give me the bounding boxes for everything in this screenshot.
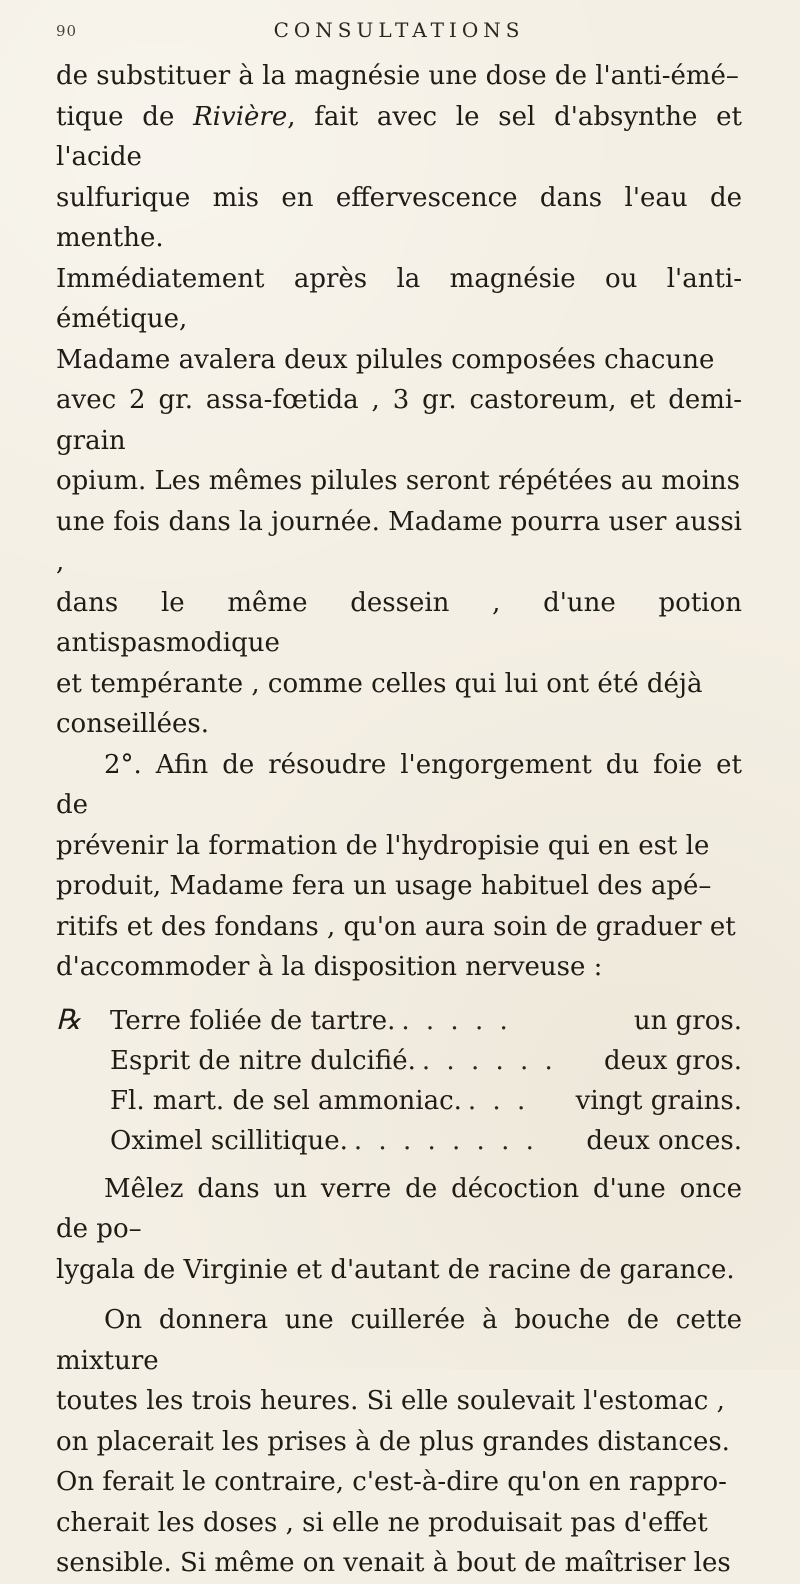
ingredient-amount: deux onces. (586, 1125, 742, 1156)
text-line: produit, Madame fera un usage habituel des apé– (56, 871, 712, 901)
text-line: avec 2 gr. assa-fœtida , 3 gr. castoreum, et demi-grain (56, 385, 742, 456)
paragraph-1 (56, 56, 742, 745)
prescription-row (56, 1041, 742, 1081)
ingredient-amount: deux gros. (603, 1045, 742, 1076)
page-header (56, 18, 742, 56)
prescription-row (56, 1081, 742, 1121)
text-line: de substituer à la magnésie une dose de l'anti-émé– (56, 61, 739, 91)
ingredient-amount: vingt grains. (575, 1085, 742, 1116)
text-line (56, 97, 742, 178)
leader-dots: . . . (467, 1085, 530, 1116)
text-line: 2°. Afin de résoudre l'engorgement du foie et de (56, 749, 742, 820)
ingredient (110, 1001, 624, 1041)
paragraph-gap (56, 1290, 742, 1300)
leader-dots: . . . . . . (421, 1045, 557, 1076)
text-line: toutes les trois heures. Si elle soulevait l'estomac , (56, 1386, 725, 1416)
ingredient-name: Fl. mart. de sel ammoniac. (110, 1085, 462, 1116)
text-line: d'accommoder à la disposition nerveuse : (56, 952, 603, 982)
ingredient-name: Oximel scillitique. (110, 1125, 348, 1156)
text-line: Mêlez dans un verre de décoction d'une once de po– (56, 1173, 742, 1244)
ingredient-name: Esprit de nitre dulcifié. (110, 1045, 416, 1076)
text-span: , fait avec le sel d'absynthe et l'acide (56, 101, 742, 172)
text-line: lygala de Virginie et d'autant de racine de garance. (56, 1254, 735, 1285)
running-title: CONSULTATIONS (273, 18, 525, 42)
ingredient (110, 1121, 576, 1161)
ingredient (110, 1041, 594, 1081)
paragraph-2 (56, 745, 742, 988)
text-line: conseillées. (56, 709, 210, 739)
text-line: Immédiatement après la magnésie ou l'anti-émétique, (56, 263, 742, 334)
text-line: sensible. Si même on venait à bout de maîtriser les (56, 1548, 731, 1578)
recipe-symbol-icon: ℞ (56, 1002, 82, 1036)
prescription-row (56, 1000, 742, 1041)
ingredient-name: Terre foliée de tartre. (110, 1005, 396, 1036)
text-line: ritifs et des fondans , qu'on aura soin de graduer et (56, 911, 736, 942)
page-number: 90 (56, 22, 78, 40)
paragraph-3 (56, 1169, 742, 1291)
ingredient-amount: un gros. (633, 1005, 742, 1036)
text-span: tique de (56, 101, 194, 132)
text-line: une fois dans la journée. Madame pourra user aussi , (56, 506, 742, 577)
leader-dots: . . . . . . . . (353, 1125, 538, 1156)
text-line: sulfurique mis en effervescence dans l'eau de menthe. (56, 182, 742, 253)
text-line: prévenir la formation de l'hydropisie qui en est le (56, 830, 710, 861)
text-line: Madame avalera deux pilules composées chacune (56, 344, 715, 375)
body-text-continued (56, 1169, 742, 1584)
prescription-row (56, 1121, 742, 1161)
text-line: dans le même dessein , d'une potion antispasmodique (56, 587, 742, 658)
paragraph-4 (56, 1300, 742, 1584)
leader-dots: . . . . . (401, 1005, 512, 1036)
prescription (56, 1000, 742, 1161)
body-text (56, 56, 742, 988)
text-line: opium. Les mêmes pilules seront répétées au moins (56, 466, 740, 496)
text-line: et tempérante , comme celles qui lui ont été déjà (56, 668, 703, 699)
text-line: on placerait les prises à de plus grandes distances. (56, 1426, 730, 1457)
text-line: On donnera une cuillerée à bouche de cette mixture (56, 1305, 742, 1376)
ingredient (110, 1081, 566, 1121)
text-line: On ferait le contraire, c'est-à-dire qu'on en rappro- (56, 1467, 727, 1497)
text-line: cherait les doses , si elle ne produisait pas d'effet (56, 1507, 708, 1538)
proper-name-italic: Rivière (193, 101, 288, 132)
